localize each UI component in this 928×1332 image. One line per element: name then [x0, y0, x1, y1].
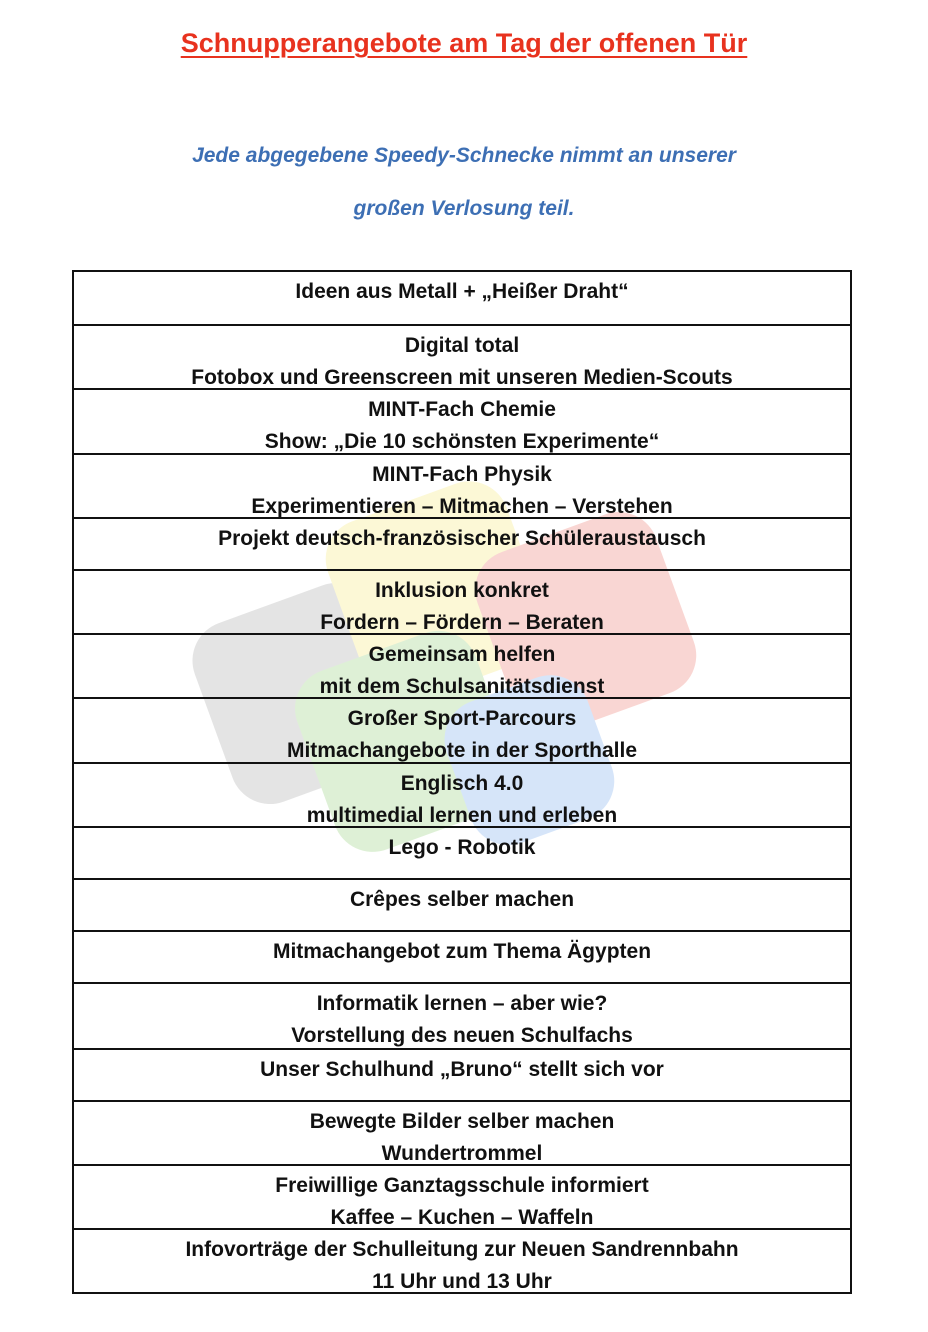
- offer-row: [74, 1228, 850, 1292]
- offer-title: MINT-Fach Chemie: [368, 398, 556, 421]
- offer-row: [74, 633, 850, 697]
- offer-row: [74, 826, 850, 878]
- offer-title: Freiwillige Ganztagsschule informiert: [275, 1174, 649, 1197]
- offer-row: [74, 388, 850, 453]
- offer-title: Crêpes selber machen: [349, 888, 575, 911]
- offer-title: Großer Sport-Parcours: [347, 707, 577, 730]
- offer-subtitle: Experimentieren – Mitmachen – Verstehen: [251, 495, 673, 517]
- offer-title: Infovorträge der Schulleitung zur Neuen Sandrennbahn: [185, 1238, 739, 1261]
- offer-subtitle: Show: „Die 10 schönsten Experimente“: [264, 430, 660, 453]
- offer-row: [74, 569, 850, 633]
- intro-line-2: großen Verlosung teil.: [353, 197, 575, 220]
- offer-row: [74, 982, 850, 1048]
- offer-title: Ideen aus Metall + „Heißer Draht“: [295, 280, 629, 303]
- page-title: [0, 24, 928, 62]
- offer-subtitle: multimedial lernen und erleben: [306, 804, 618, 826]
- offer-row: [74, 1048, 850, 1100]
- offer-title: Informatik lernen – aber wie?: [316, 992, 608, 1015]
- offer-title: Inklusion konkret: [375, 579, 549, 602]
- offer-subtitle: Fordern – Fördern – Beraten: [320, 611, 604, 633]
- offer-title: Bewegte Bilder selber machen: [309, 1110, 615, 1133]
- offer-subtitle: mit dem Schulsanitätsdienst: [319, 675, 605, 697]
- offer-subtitle: Fotobox und Greenscreen mit unseren Medien-Scouts: [191, 366, 733, 388]
- offer-title: Digital total: [404, 334, 520, 357]
- offer-subtitle: Mitmachangebote in der Sporthalle: [286, 739, 638, 762]
- offer-row: [74, 762, 850, 826]
- offers-table: [72, 270, 852, 1294]
- offer-title: Projekt deutsch-französischer Schüleraustausch: [218, 527, 706, 550]
- offer-title: Mitmachangebot zum Thema Ägypten: [272, 940, 652, 963]
- offer-row: [74, 324, 850, 388]
- offer-row: [74, 697, 850, 762]
- offer-row: [74, 930, 850, 982]
- offer-row: [74, 1100, 850, 1164]
- offer-title: Unser Schulhund „Bruno“ stellt sich vor: [260, 1058, 664, 1081]
- offer-title: Englisch 4.0: [400, 772, 524, 795]
- offer-row: [74, 1164, 850, 1228]
- offer-title: Gemeinsam helfen: [368, 643, 556, 666]
- offer-subtitle: Wundertrommel: [381, 1142, 543, 1164]
- page-title-text: Schnupperangebote am Tag der offenen Tür: [180, 28, 748, 58]
- offer-row: [74, 517, 850, 569]
- offer-title: MINT-Fach Physik: [372, 463, 552, 486]
- offer-title: Lego - Robotik: [388, 836, 536, 859]
- offer-row: [74, 878, 850, 930]
- offer-subtitle: Kaffee – Kuchen – Waffeln: [330, 1206, 594, 1228]
- offer-row: [74, 453, 850, 517]
- offer-row: [74, 272, 850, 324]
- offer-subtitle: 11 Uhr und 13 Uhr: [372, 1270, 552, 1292]
- intro-line-1: Jede abgegebene Speedy-Schnecke nimmt an unserer: [192, 144, 736, 167]
- offer-subtitle: Vorstellung des neuen Schulfachs: [291, 1024, 633, 1047]
